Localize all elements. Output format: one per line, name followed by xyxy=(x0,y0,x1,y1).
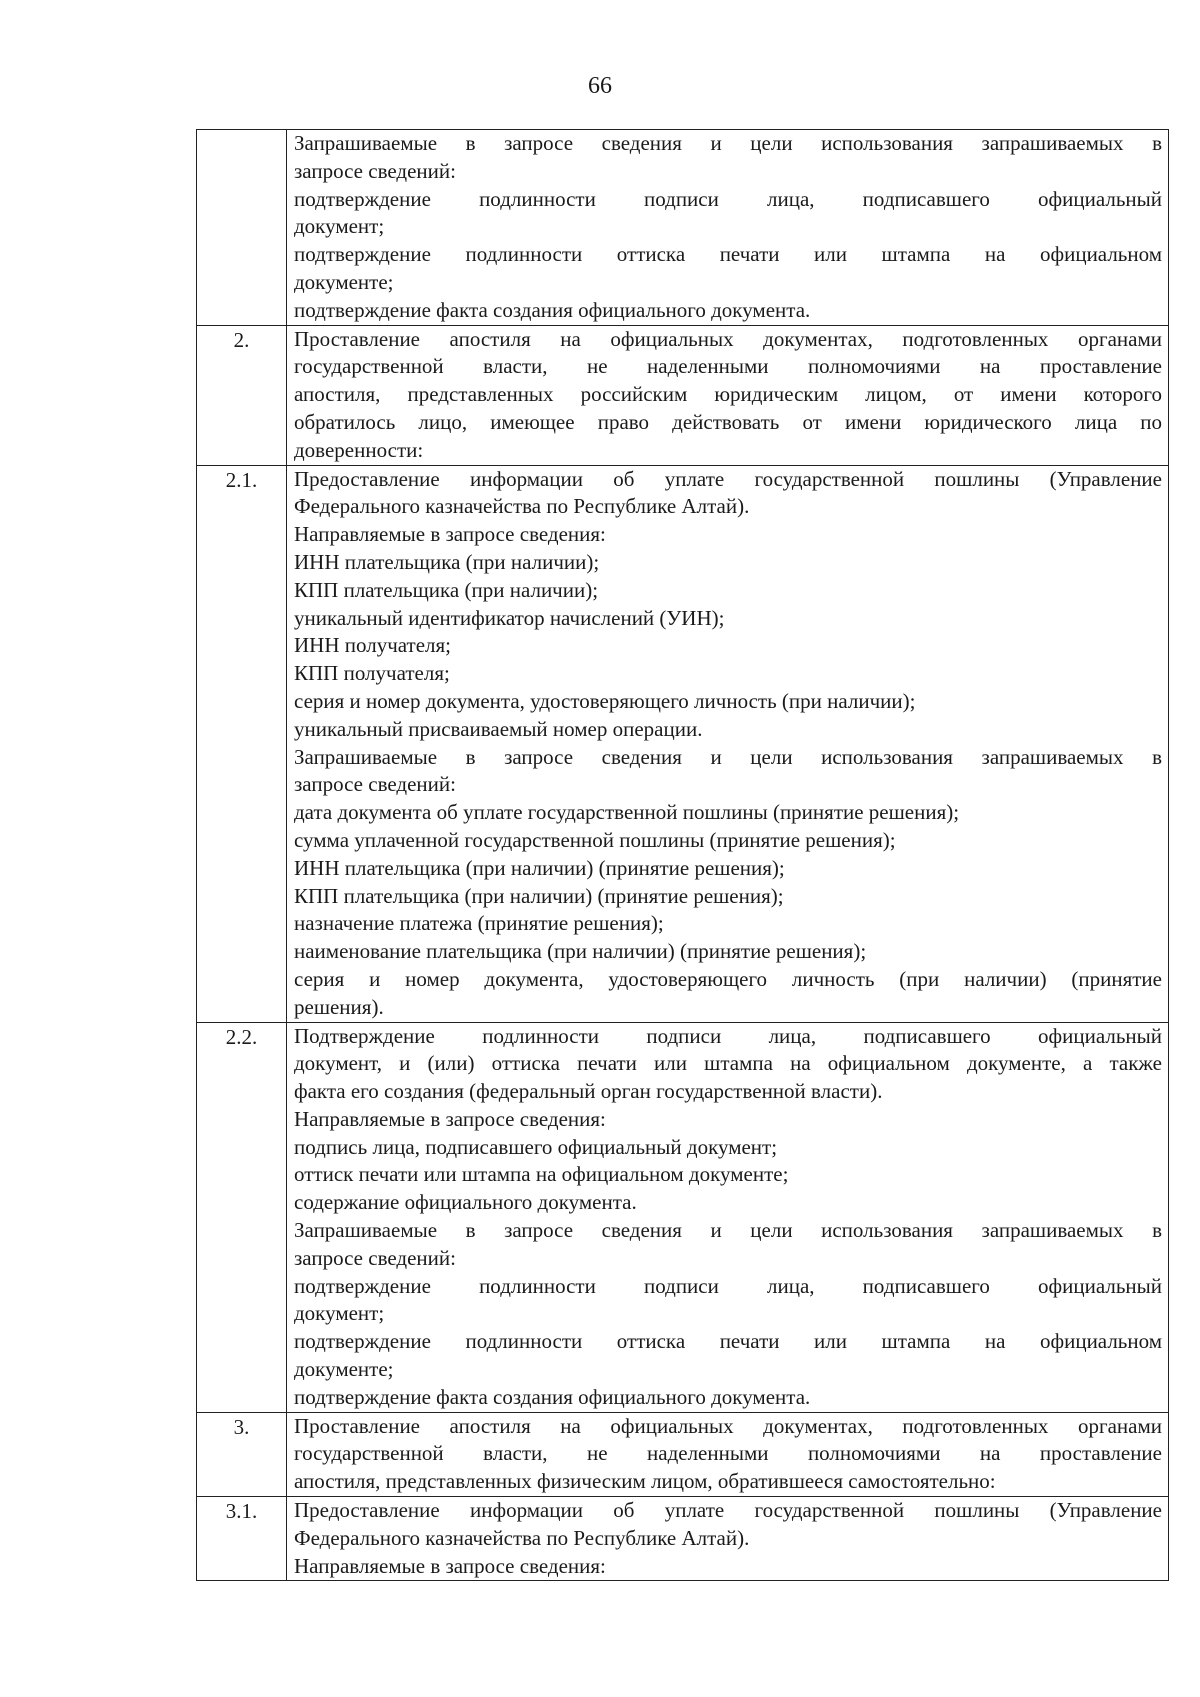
text-line: подтверждение подлинности подписи лица, подписавшего официальный xyxy=(294,186,1162,211)
text-line: подтверждение подлинности оттиска печати или штампа на официальном xyxy=(294,242,1162,267)
item-content xyxy=(287,130,1169,326)
table-row xyxy=(197,1412,1169,1496)
text-line: факта его создания (федеральный орган государственной власти). xyxy=(294,1079,883,1104)
text-line: документе; xyxy=(294,1357,394,1382)
text-line: назначение платежа (принятие решения); xyxy=(294,911,664,936)
text-line: серия и номер документа, удостоверяющего личность (при наличии); xyxy=(294,688,916,713)
text-line: Направляемые в запросе сведения: xyxy=(294,1106,606,1131)
text-line: КПП плательщика (при наличии) (принятие решения); xyxy=(294,883,784,908)
text-line: дата документа об уплате государственной пошлины (принятие решения); xyxy=(294,800,960,825)
text-line: сумма уплаченной государственной пошлины (принятие решения); xyxy=(294,827,896,852)
text-line: документ; xyxy=(294,214,385,239)
document-table xyxy=(196,129,1169,1581)
text-line: государственной власти, не наделенными полномочиями на проставление xyxy=(294,1441,1162,1466)
text-line: Направляемые в запросе сведения: xyxy=(294,1553,606,1578)
text-line: решения). xyxy=(294,994,384,1019)
text-line: документ, и (или) оттиска печати или штампа на официальном документе, а также xyxy=(294,1051,1162,1076)
text-line: Проставление апостиля на официальных документах, подготовленных органами xyxy=(294,326,1162,351)
table-row xyxy=(197,465,1169,1022)
text-line: подтверждение подлинности подписи лица, подписавшего официальный xyxy=(294,1273,1162,1298)
item-number: 2.2. xyxy=(197,1022,287,1412)
text-line: ИНН плательщика (при наличии); xyxy=(294,549,600,574)
text-line: наименование плательщика (при наличии) (принятие решения); xyxy=(294,939,867,964)
text-line: подтверждение подлинности оттиска печати или штампа на официальном xyxy=(294,1329,1162,1354)
item-content xyxy=(287,1497,1169,1581)
text-line: Подтверждение подлинности подписи лица, подписавшего официальный xyxy=(294,1023,1162,1048)
text-line: доверенности: xyxy=(294,437,424,462)
table-row xyxy=(197,1022,1169,1412)
text-line: ИНН плательщика (при наличии) (принятие решения); xyxy=(294,855,785,880)
text-line: подпись лица, подписавшего официальный документ; xyxy=(294,1134,778,1159)
table-row xyxy=(197,325,1169,465)
table-body xyxy=(197,130,1169,1581)
text-line: апостиля, представленных физическим лицом, обратившееся самостоятельно: xyxy=(294,1469,996,1494)
text-line: запросе сведений: xyxy=(294,772,456,797)
text-line: Предоставление информации об уплате государственной пошлины (Управление xyxy=(294,1498,1162,1523)
text-line: документе; xyxy=(294,269,394,294)
text-line: обратилось лицо, имеющее право действовать от имени юридического лица по xyxy=(294,409,1162,434)
item-number: 3. xyxy=(197,1412,287,1496)
item-content xyxy=(287,1412,1169,1496)
text-line: Запрашиваемые в запросе сведения и цели использования запрашиваемых в xyxy=(294,1218,1162,1243)
text-line: запросе сведений: xyxy=(294,1245,456,1270)
text-line: запросе сведений: xyxy=(294,158,456,183)
item-number: 2. xyxy=(197,325,287,465)
text-line: Запрашиваемые в запросе сведения и цели использования запрашиваемых в xyxy=(294,131,1162,155)
text-line: ИНН получателя; xyxy=(294,633,451,658)
text-line: подтверждение факта создания официального документа. xyxy=(294,1384,811,1409)
item-content xyxy=(287,465,1169,1022)
item-number: 3.1. xyxy=(197,1497,287,1581)
text-line: Федерального казначейства по Республике Алтай). xyxy=(294,494,750,519)
text-line: Проставление апостиля на официальных документах, подготовленных органами xyxy=(294,1413,1162,1438)
text-line: документ; xyxy=(294,1301,385,1326)
text-line: содержание официального документа. xyxy=(294,1190,637,1215)
text-line: Федерального казначейства по Республике Алтай). xyxy=(294,1525,750,1550)
text-line: уникальный присваиваемый номер операции. xyxy=(294,716,703,741)
text-line: оттиск печати или штампа на официальном документе; xyxy=(294,1162,789,1187)
text-line: апостиля, представленных российским юридическим лицом, от имени которого xyxy=(294,382,1162,407)
text-line: Направляемые в запросе сведения: xyxy=(294,522,606,547)
text-line: серия и номер документа, удостоверяющего личность (при наличии) (принятие xyxy=(294,966,1162,991)
item-content xyxy=(287,325,1169,465)
text-line: КПП плательщика (при наличии); xyxy=(294,577,599,602)
text-line: уникальный идентификатор начислений (УИН); xyxy=(294,605,725,630)
item-number xyxy=(197,130,287,326)
text-line: Предоставление информации об уплате государственной пошлины (Управление xyxy=(294,466,1162,491)
table-row xyxy=(197,130,1169,326)
item-number: 2.1. xyxy=(197,465,287,1022)
table-row xyxy=(197,1497,1169,1581)
text-line: государственной власти, не наделенными полномочиями на проставление xyxy=(294,354,1162,379)
text-line: КПП получателя; xyxy=(294,661,450,686)
text-line: Запрашиваемые в запросе сведения и цели использования запрашиваемых в xyxy=(294,744,1162,769)
page-number: 66 xyxy=(588,73,612,99)
text-line: подтверждение факта создания официального документа. xyxy=(294,297,811,322)
item-content xyxy=(287,1022,1169,1412)
